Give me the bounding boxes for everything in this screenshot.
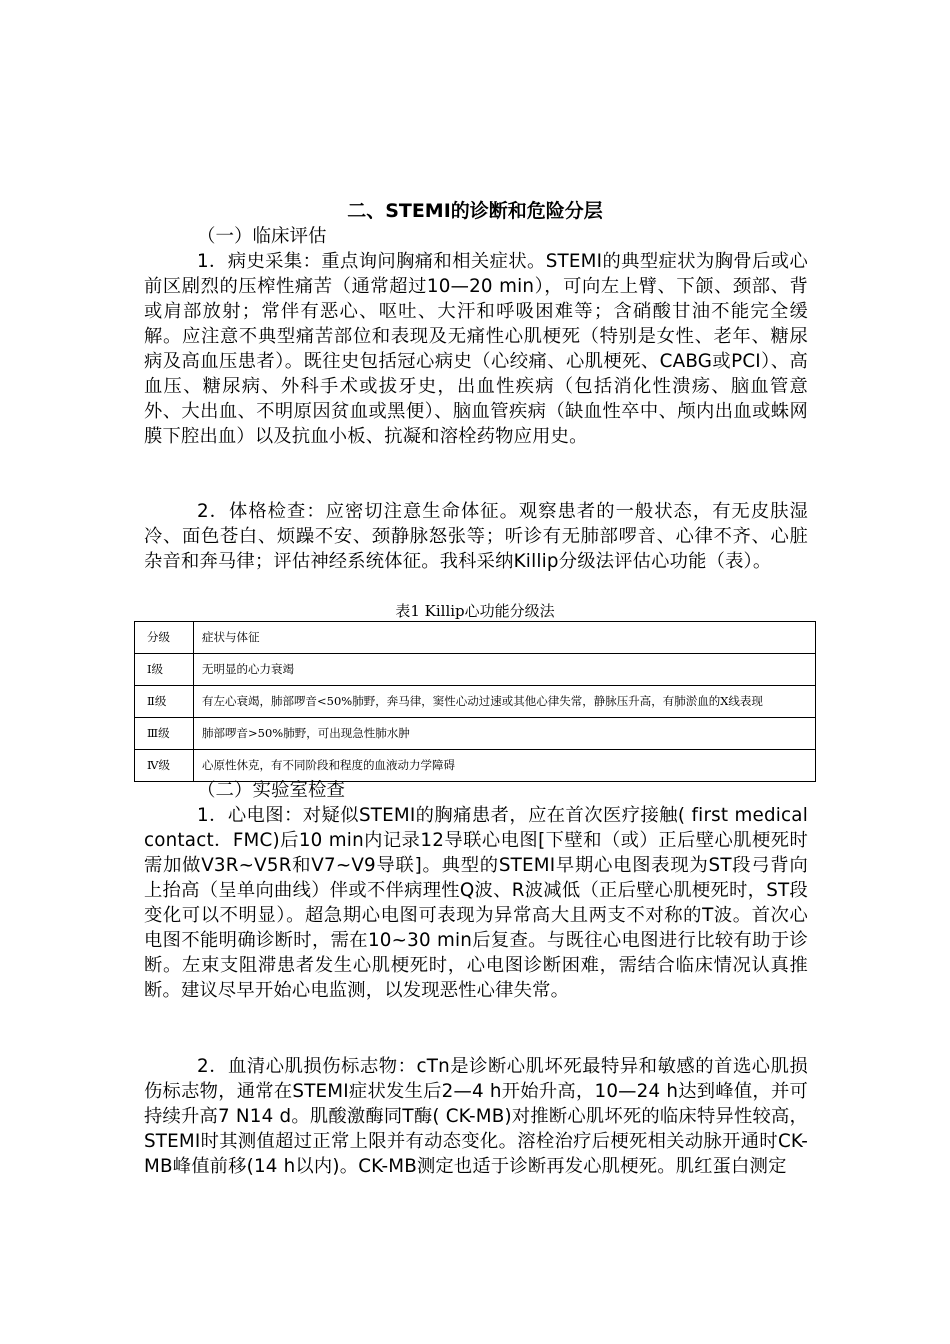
- subsection-lab-tests: （二）实验室检查: [197, 780, 346, 801]
- table-cell-grade: Ⅱ级: [135, 686, 194, 718]
- table-cell-grade: Ⅳ级: [135, 750, 194, 782]
- table-cell-desc: 有左心衰竭，肺部啰音<50%肺野，奔马律，窦性心动过速或其他心律失常，静脉压升高，有肺淤血的X线表现: [194, 686, 816, 718]
- table-cell-desc: 心原性休克，有不同阶段和程度的血液动力学障碍: [194, 750, 816, 782]
- paragraph-physical-exam: 2．体格检查：应密切注意生命体征。观察患者的一般状态，有无皮肤湿冷、面色苍白、烦躁不安、颈静脉怒张等；听诊有无肺部啰音、心律不齐、心脏杂音和奔马律；评估神经系统体征。我科采纳Killip分级法评估心功能（表）。: [144, 501, 808, 572]
- subsection-clinical-assessment: （一）临床评估: [197, 226, 327, 247]
- table-row: [135, 654, 816, 686]
- section-title: 二、STEMI的诊断和危险分层: [347, 200, 603, 222]
- table-row: [135, 750, 816, 782]
- table-cell-grade: Ⅲ级: [135, 718, 194, 750]
- table-cell-grade: Ⅰ级: [135, 654, 194, 686]
- paragraph-history-taking: 1．病史采集：重点询问胸痛和相关症状。STEMI的典型症状为胸骨后或心前区剧烈的压榨性痛苦（通常超过10—20 min），可向左上臂、下颌、颈部、背或肩部放射；常伴有恶心、呕吐、大汗和呼吸困难等；含硝酸甘油不能完全缓解。应注意不典型痛苦部位和表现及无痛性心肌梗死（特别是女性、老年、糖尿病及高血压患者）。既往史包括冠心病史（心绞痛、心肌梗死、CABG或PCI）、高血压、糖尿病、外科手术或拔牙史，出血性疾病（包括消化性溃疡、脑血管意外、大出血、不明原因贫血或黑便）、脑血管疾病（缺血性卒中、颅内出血或蛛网膜下腔出血）以及抗血小板、抗凝和溶栓药物应用史。: [144, 251, 808, 447]
- table-cell-desc: 无明显的心力衰竭: [194, 654, 816, 686]
- table-header-row: [135, 622, 816, 654]
- table-row: [135, 718, 816, 750]
- killip-table: [134, 621, 816, 782]
- table-caption: 表1 Killip心功能分级法: [395, 602, 555, 620]
- table-header-desc: 症状与体征: [194, 622, 816, 654]
- table-header-grade: 分级: [135, 622, 194, 654]
- table-cell-desc: 肺部啰音>50%肺野，可出现急性肺水肿: [194, 718, 816, 750]
- paragraph-cardiac-markers: 2．血清心肌损伤标志物：cTn是诊断心肌坏死最特异和敏感的首选心肌损伤标志物，通常在STEMI症状发生后2—4 h开始升高，10—24 h达到峰值，并可持续升高7 N14 d。肌酸激酶同T酶( CK-MB)对推断心肌坏死的临床特异性较高，STEMI时其测值超过正常上限并有动态变化。溶栓治疗后梗死相关动脉开通时CK-MB峰值前移(14 h以内)。CK-MB测定也适于诊断再发心肌梗死。肌红蛋白测定: [144, 1056, 808, 1177]
- table-row: [135, 686, 816, 718]
- paragraph-ecg: 1．心电图：对疑似STEMI的胸痛患者，应在首次医疗接触( first medical contact．FMC)后10 min内记录12导联心电图[下壁和（或）正后壁心肌梗死时需加做V3R~V5R和V7~V9导联]。典型的STEMI早期心电图表现为ST段弓背向上抬高（呈单向曲线）伴或不伴病理性Q波、R波减低（正后壁心肌梗死时，ST段变化可以不明显）。超急期心电图可表现为异常高大且两支不对称的T波。首次心电图不能明确诊断时，需在10~30 min后复查。与既往心电图进行比较有助于诊断。左束支阻滞患者发生心肌梗死时，心电图诊断困难，需结合临床情况认真推断。建议尽早开始心电监测，以发现恶性心律失常。: [144, 805, 808, 1001]
